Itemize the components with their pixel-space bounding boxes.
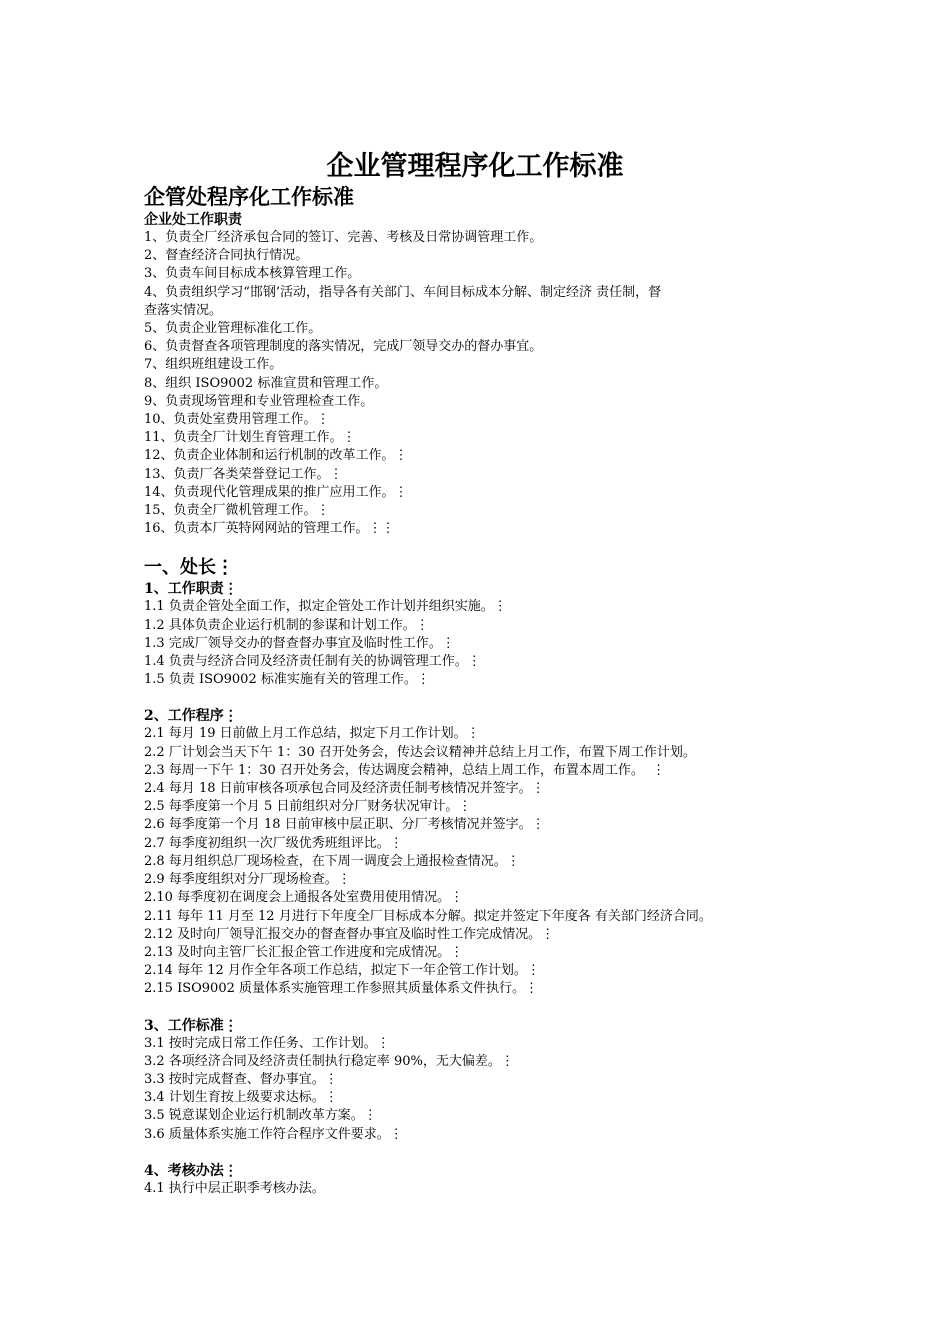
- list-item: 4.1 执行中层正职季考核办法。: [144, 1180, 325, 1196]
- list-item: 1.5 负责 ISO9002 标准实施有关的管理工作。⋮: [144, 672, 430, 688]
- list-item: 16、负责本厂英特网网站的管理工作。⋮⋮: [144, 521, 395, 537]
- list-item: 9、负责现场管理和专业管理检查工作。: [144, 393, 374, 409]
- list-item: 2.3 每周一下午 1：30 召开处务会，传达调度会精神，总结上周工作，布置本周工作。 ⋮: [144, 762, 666, 778]
- list-item: 2.9 每季度组织对分厂现场检查。⋮: [144, 872, 351, 888]
- list-item: 3、负责车间目标成本核算管理工作。: [144, 266, 361, 282]
- list-item: 11、负责全厂计划生育管理工作。⋮: [144, 430, 356, 446]
- list-item: 5、负责企业管理标准化工作。: [144, 321, 322, 337]
- list-item: 2.1 每月 19 日前做上月工作总结，拟定下月工作计划。⋮: [144, 726, 480, 742]
- list-item: 3.2 各项经济合同及经济责任制执行稳定率 90%，无大偏差。⋮: [144, 1053, 514, 1069]
- assessment-list: [144, 1180, 834, 1198]
- document-body: [144, 211, 834, 1198]
- list-item: 2.7 每季度初组织一次厂级优秀班组评比。⋮: [144, 835, 403, 851]
- list-item: 14、负责现代化管理成果的推广应用工作。⋮: [144, 484, 408, 500]
- list-item: 查落实情况。: [144, 302, 223, 318]
- list-item: 2.15 ISO9002 质量体系实施管理工作参照其质量体系文件执行。⋮: [144, 981, 538, 997]
- spacer: [144, 1144, 834, 1162]
- list-item: 2.14 每年 12 月作全年各项工作总结，拟定下一年企管工作计划。⋮: [144, 963, 540, 979]
- duties-list: [144, 598, 834, 689]
- list-item: 3.6 质量体系实施工作符合程序文件要求。⋮: [144, 1126, 403, 1142]
- spacer: [144, 999, 834, 1017]
- document-title: 企业管理程序化工作标准: [326, 151, 624, 182]
- list-item: 2.4 每月 18 日前审核各项承包合同及经济责任制考核情况并签字。⋮: [144, 781, 545, 797]
- procedure-heading: 2、工作程序⋮: [144, 708, 238, 725]
- list-item: 7、组织班组建设工作。: [144, 357, 283, 373]
- list-item: 3.4 计划生育按上级要求达标。⋮: [144, 1090, 338, 1106]
- spacer: [144, 689, 834, 707]
- intro-heading: 企业处工作职责: [144, 212, 242, 228]
- intro-list: [144, 229, 834, 538]
- list-item: 2.5 每季度第一个月 5 日前组织对分厂财务状况审计。⋮: [144, 799, 472, 815]
- list-item: 2、督查经济合同执行情况。: [144, 248, 309, 264]
- list-item: 2.13 及时向主管厂长汇报企管工作进度和完成情况。⋮: [144, 944, 464, 960]
- list-item: 1.3 完成厂领导交办的督查督办事宜及临时性工作。⋮: [144, 635, 455, 651]
- list-item: 1.2 具体负责企业运行机制的参谋和计划工作。⋮: [144, 617, 429, 633]
- section1-heading: 一、处长⋮: [144, 557, 234, 579]
- standards-heading: 3、工作标准⋮: [144, 1017, 238, 1034]
- standards-list: [144, 1035, 834, 1144]
- procedure-list: [144, 725, 834, 998]
- list-item: 1.4 负责与经济合同及经济责任制有关的协调管理工作。⋮: [144, 654, 481, 670]
- list-item: 3.5 锐意谋划企业运行机制改革方案。⋮: [144, 1108, 377, 1124]
- list-item: 6、负责督查各项管理制度的落实情况，完成厂领导交办的督办事宜。: [144, 339, 543, 355]
- list-item: 3.1 按时完成日常工作任务、工作计划。⋮: [144, 1035, 390, 1051]
- list-item: 2.2 厂计划会当天下午 1：30 召开处务会，传达会议精神并总结上月工作，布置下周工作计划。: [144, 744, 696, 760]
- list-item: 3.3 按时完成督查、督办事宜。⋮: [144, 1071, 338, 1087]
- list-item: 2.8 每月组织总厂现场检查，在下周一调度会上通报检查情况。⋮: [144, 853, 520, 869]
- list-item: 2.6 每季度第一个月 18 日前审核中层正职、分厂考核情况并签字。⋮: [144, 817, 545, 833]
- list-item: 10、负责处室费用管理工作。⋮: [144, 412, 330, 428]
- list-item: 1.1 负责企管处全面工作，拟定企管处工作计划并组织实施。⋮: [144, 599, 507, 615]
- list-item: 2.11 每年 11 月至 12 月进行下年度全厂目标成本分解。拟定并签定下年度各 有关部门经济合同。: [144, 908, 712, 924]
- list-item: 15、负责全厂微机管理工作。⋮: [144, 503, 330, 519]
- list-item: 2.10 每季度初在调度会上通报各处室费用使用情况。⋮: [144, 890, 464, 906]
- list-item: 4、负责组织学习“邯钢’活动，指导各有关部门、车间目标成本分解、制定经济 责任制，督: [144, 284, 662, 300]
- spacer: [144, 538, 834, 556]
- document-subtitle: 企管处程序化工作标准: [144, 184, 354, 209]
- list-item: 8、组织 ISO9002 标准宣贯和管理工作。: [144, 375, 388, 391]
- assessment-heading: 4、考核办法⋮: [144, 1162, 238, 1179]
- list-item: 12、负责企业体制和运行机制的改革工作。⋮: [144, 448, 408, 464]
- duties-heading: 1、工作职责⋮: [144, 581, 238, 598]
- list-item: 2.12 及时向厂领导汇报交办的督查督办事宜及临时性工作完成情况。⋮: [144, 926, 555, 942]
- list-item: 13、负责厂各类荣誉登记工作。⋮: [144, 466, 343, 482]
- list-item: 1、负责全厂经济承包合同的签订、完善、考核及日常协调管理工作。: [144, 230, 543, 245]
